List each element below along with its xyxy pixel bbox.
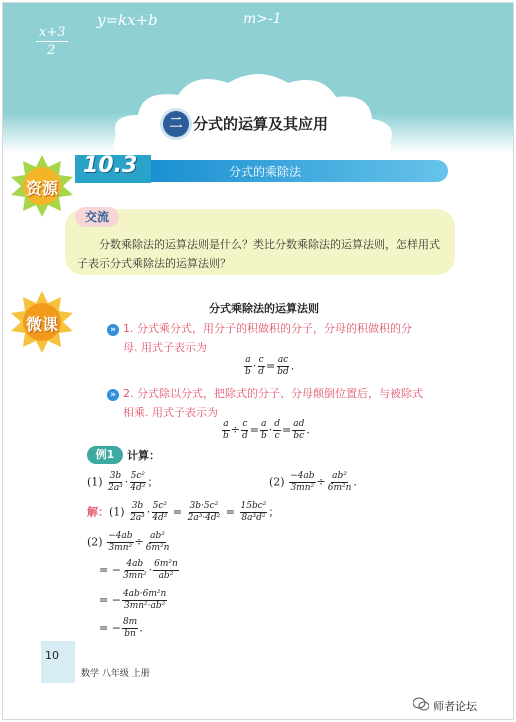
rule-1-formula: $\frac{a}{b}$ · $\frac{c}{d}$ = $\frac{ac}{bd}$ .	[245, 355, 295, 377]
problem-2: (2) $\frac{-4ab}{\text{3mn²}}$ ÷ $\frac{\text{ab²}}{\text{6m²n}}$ .	[269, 471, 357, 493]
watermark-text: 师者论坛	[433, 700, 477, 713]
problem-2-label: (2)	[269, 475, 285, 489]
solution-2-label: (2)	[87, 535, 103, 549]
footer-page-tab	[41, 641, 75, 683]
solution-2-line-3: = − $\frac{\text{4ab·6m²n}}{\text{3mn²·ab²}}$	[99, 589, 167, 611]
handwriting-inequality: m>-1	[243, 11, 282, 27]
example-tag: 例1	[87, 446, 123, 464]
rules-title: 分式乘除法的运算法则	[209, 302, 319, 315]
discussion-tag: 交流	[75, 207, 119, 227]
handwriting-linear-equation: y=kx+b	[97, 11, 158, 29]
discussion-text: 分数乘除法的运算法则是什么？类比分数乘除法的运算法则，怎样用式子表示分式乘除法的运算法则？	[77, 238, 440, 270]
rule-1-text: 1. 分式乘分式，用分子的积做积的分子，分母的积做积的分母. 用式子表示为	[123, 322, 412, 354]
solution-1-label: (1)	[109, 505, 125, 519]
chapter-number-badge: 二	[163, 111, 189, 137]
problem-1-label: (1)	[87, 475, 103, 489]
section-title: 分式的乘除法	[229, 165, 302, 179]
solution-2-line-4: = − $\frac{8m}{bn}$ .	[99, 617, 143, 639]
page-number: 10	[45, 649, 59, 662]
solution-label: 解：	[87, 505, 109, 519]
rule-2-text: 2. 分式除以分式，把除式的分子、分母颠倒位置后，与被除式相乘. 用式子表示为	[123, 387, 423, 419]
handwriting-fraction-bar	[36, 41, 68, 42]
chapter-title: 分式的运算及其应用	[193, 115, 329, 133]
example-command: 计算：	[127, 449, 160, 462]
problem-1: (1) $\frac{3b}{\text{2a³}}$ · $\frac{\text{5c²}}{\text{4d²}}$ ；	[87, 471, 159, 493]
textbook-page	[2, 2, 514, 720]
wechat-icon	[413, 697, 429, 711]
section-number: 10.3	[83, 153, 138, 178]
handwriting-fraction-num: x+3	[39, 25, 66, 40]
book-info: 数学 八年级 上册	[81, 669, 150, 679]
solution-2-line-1: (2) $\frac{-4ab}{\text{3mn²}}$ ÷ $\frac{\text{ab²}}{\text{6m²n}}$	[87, 531, 170, 553]
solution-1: 解：(1) $\frac{3b}{\text{2a³}}$ · $\frac{\text{5c²}}{\text{4d²}}$ = $\frac{\text{3b·5c²}}{\text{2a³·4d²}}$ = $\frac{\text{15bc²}}{\text{8a³d²}}$ ；	[87, 501, 280, 523]
resource-badge-label: 资源	[26, 179, 59, 198]
solution-2-line-2: = − $\frac{4ab}{\text{3mn²}}$ · $\frac{\text{6m²n}}{\text{ab²}}$	[99, 559, 178, 581]
rule-2-formula: $\frac{a}{b}$ ÷ $\frac{c}{d}$ = $\frac{a}{b}$ · $\frac{d}{c}$ = $\frac{ad}{bc}$ .	[223, 419, 310, 441]
microlesson-badge-label: 微课	[26, 315, 59, 334]
bullet-arrow-icon: »	[107, 389, 119, 401]
bullet-arrow-icon: »	[107, 324, 119, 336]
handwriting-fraction-den: 2	[47, 43, 56, 58]
